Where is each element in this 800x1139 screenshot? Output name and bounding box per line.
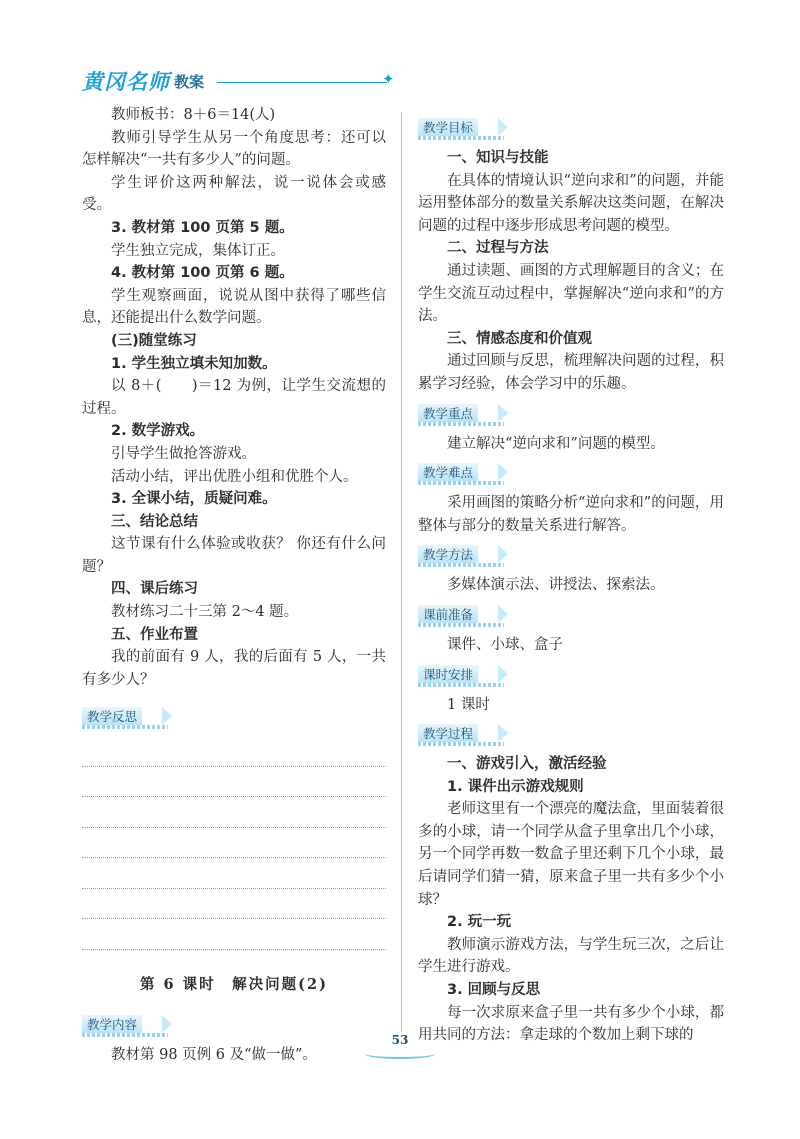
dotted-line bbox=[82, 919, 386, 950]
text-line: 引导学生做抢答游戏。 bbox=[111, 445, 256, 462]
dotted-line bbox=[82, 736, 386, 767]
section-heading: 二、过程与方法 bbox=[447, 240, 549, 257]
tag-label: 课时安排 bbox=[418, 665, 478, 684]
text-line: 我的前面有 9 人，我的后面有 5 人，一共有多少人？ bbox=[82, 649, 386, 688]
header-rule bbox=[217, 82, 387, 83]
tag-schedule bbox=[418, 665, 504, 687]
text-line: 课件、小球、盒子 bbox=[447, 636, 563, 653]
brand-subtitle: 教案 bbox=[174, 73, 205, 91]
tag-process bbox=[418, 724, 504, 746]
text-line: 这节课有什么体验或收获？ 你还有什么问题？ bbox=[82, 536, 386, 575]
dotted-line bbox=[82, 828, 386, 859]
text-line: 在具体的情境认识“逆向求和”的问题，并能运用整体部分的数量关系解决这类问题，在解决问题的过程中逐步形成思考问题的模型。 bbox=[418, 172, 724, 234]
column-divider bbox=[401, 112, 402, 1032]
page-number: 53 bbox=[391, 1033, 409, 1047]
lesson-title: 第 6 课时 解决问题(2) bbox=[140, 975, 328, 993]
tag-content bbox=[82, 1015, 168, 1037]
section-heading: (三)随堂练习 bbox=[111, 332, 197, 349]
right-column bbox=[418, 116, 724, 1047]
section-heading: 一、游戏引入，激活经验 bbox=[447, 756, 607, 773]
text-line: 建立解决“逆向求和”问题的模型。 bbox=[447, 435, 665, 452]
page-number-ornament bbox=[365, 1049, 435, 1059]
sparkle-icon: ✦ bbox=[382, 70, 395, 88]
tag-label: 教学方法 bbox=[418, 545, 478, 564]
text-line: 1 课时 bbox=[447, 696, 490, 713]
section-heading: 2. 数学游戏。 bbox=[111, 423, 205, 440]
text-line: 学生独立完成，集体订正。 bbox=[111, 242, 285, 259]
tag-preparation bbox=[418, 605, 504, 627]
tag-method bbox=[418, 545, 504, 567]
tag-label: 教学目标 bbox=[418, 118, 478, 137]
text-line: 通过读题、画图的方式理解题目的含义；在学生交流互动过程中，掌握解决“逆向求和”的方法。 bbox=[418, 262, 724, 325]
tag-label: 教学难点 bbox=[418, 463, 478, 482]
text-line: 老师这里有一个漂亮的魔法盒，里面装着很多的小球，请一个同学从盒子里拿出几个小球，另一个同学再数一数盒子里还剩下几个小球，最后请同学们猜一猜，原来盒子里一共有多少个小球？ bbox=[418, 801, 724, 908]
dotted-line bbox=[82, 797, 386, 828]
section-heading: 三、情感态度和价值观 bbox=[447, 330, 592, 347]
text-line: 教师板书：8＋6＝14(人) bbox=[111, 107, 276, 123]
tag-label: 教学过程 bbox=[418, 724, 478, 743]
section-heading: 三、结论总结 bbox=[111, 513, 198, 530]
section-heading: 1. 学生独立填未知加数。 bbox=[111, 355, 277, 372]
text-line: 每一次求原来盒子里一共有多少个小球，都用共同的方法：拿走球的个数加上剩下球的 bbox=[418, 1004, 724, 1044]
exercise-heading: 4. 教材第 100 页第 6 题。 bbox=[111, 265, 294, 282]
brand-logo: 黄冈名师 bbox=[82, 70, 170, 94]
text-line: 以 8＋( )＝12 为例，让学生交流想的过程。 bbox=[82, 378, 386, 417]
text-line: 学生评价这两种解法，说一说体会或感受。 bbox=[82, 174, 386, 214]
section-heading: 1. 课件出示游戏规则 bbox=[447, 778, 584, 795]
tag-label: 教学反思 bbox=[82, 707, 142, 726]
tag-label: 教学内容 bbox=[82, 1015, 142, 1034]
tag-reflection bbox=[82, 707, 168, 729]
section-heading: 一、知识与技能 bbox=[447, 150, 549, 166]
text-line: 教师演示游戏方法，与学生玩三次，之后让学生进行游戏。 bbox=[418, 936, 724, 976]
section-heading: 3. 全课小结，质疑问难。 bbox=[111, 491, 277, 508]
text-line: 教材第 98 页例 6 及“做一做”。 bbox=[111, 1046, 317, 1063]
text-line: 活动小结，评出优胜小组和优胜个人。 bbox=[111, 468, 358, 485]
tag-label: 教学重点 bbox=[418, 404, 478, 423]
section-heading: 五、作业布置 bbox=[111, 626, 198, 643]
exercise-heading: 3. 教材第 100 页第 5 题。 bbox=[111, 219, 294, 236]
reflection-lines bbox=[82, 736, 386, 950]
text-line: 教材练习二十三第 2～4 题。 bbox=[111, 604, 299, 621]
dotted-line bbox=[82, 767, 386, 798]
dotted-line bbox=[82, 889, 386, 920]
tag-label: 课前准备 bbox=[418, 605, 478, 624]
text-line: 采用画图的策略分析“逆向求和”的问题，用整体与部分的数量关系进行解答。 bbox=[418, 495, 724, 534]
text-line: 多媒体演示法、讲授法、探索法。 bbox=[447, 577, 665, 594]
section-heading: 2. 玩一玩 bbox=[447, 914, 512, 931]
tag-difficulty bbox=[418, 463, 504, 485]
left-column bbox=[82, 104, 386, 1066]
tag-key-point bbox=[418, 404, 504, 426]
dotted-line bbox=[82, 858, 386, 889]
page-header bbox=[82, 66, 412, 96]
text-line: 学生观察画面，说说从图中获得了哪些信息，还能提出什么数学问题。 bbox=[82, 287, 386, 327]
section-heading: 四、课后练习 bbox=[111, 581, 198, 598]
text-line: 通过回顾与反思，梳理解决问题的过程，积累学习经验，体会学习中的乐趣。 bbox=[418, 353, 724, 392]
text-line: 教师引导学生从另一个角度思考：还可以怎样解决“一共有多少人”的问题。 bbox=[82, 129, 386, 169]
section-heading: 3. 回顾与反思 bbox=[447, 982, 541, 999]
tag-goal bbox=[418, 118, 504, 140]
